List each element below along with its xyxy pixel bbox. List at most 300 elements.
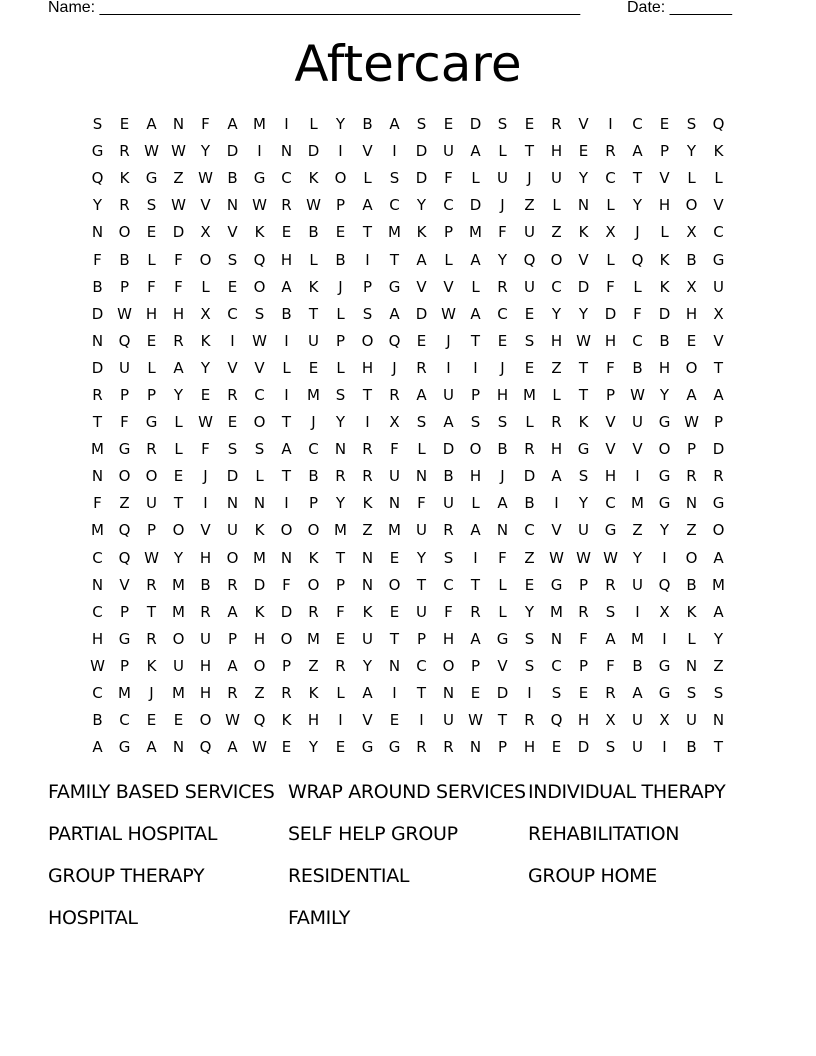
grid-letter[interactable]: C: [443, 575, 454, 594]
grid-letter[interactable]: E: [416, 331, 427, 350]
grid-letter[interactable]: D: [658, 304, 671, 323]
grid-letter[interactable]: A: [146, 738, 157, 757]
grid-letter[interactable]: G: [145, 413, 158, 432]
grid-letter[interactable]: S: [524, 331, 535, 350]
grid-letter[interactable]: Q: [658, 575, 671, 594]
grid-letter[interactable]: K: [362, 602, 373, 621]
grid-letter[interactable]: U: [497, 169, 508, 188]
grid-letter[interactable]: I: [338, 142, 343, 161]
grid-letter[interactable]: H: [550, 142, 563, 161]
grid-letter[interactable]: O: [199, 711, 212, 730]
grid-letter[interactable]: I: [365, 413, 370, 432]
grid-letter[interactable]: T: [362, 223, 373, 242]
grid-letter[interactable]: X: [686, 277, 697, 296]
grid-letter[interactable]: O: [307, 521, 320, 540]
grid-letter[interactable]: E: [524, 304, 535, 323]
grid-letter[interactable]: M: [253, 115, 266, 134]
grid-letter[interactable]: X: [200, 304, 211, 323]
grid-letter[interactable]: G: [388, 277, 401, 296]
grid-letter[interactable]: S: [389, 169, 400, 188]
grid-letter[interactable]: F: [336, 602, 345, 621]
grid-letter[interactable]: Y: [659, 521, 670, 540]
grid-letter[interactable]: H: [307, 711, 320, 730]
grid-letter[interactable]: D: [712, 440, 725, 459]
grid-letter[interactable]: N: [91, 331, 104, 350]
grid-letter[interactable]: S: [146, 196, 157, 215]
grid-letter[interactable]: T: [524, 142, 535, 161]
grid-letter[interactable]: K: [686, 602, 697, 621]
grid-letter[interactable]: L: [498, 142, 507, 161]
grid-letter[interactable]: O: [145, 467, 158, 486]
grid-letter[interactable]: D: [226, 142, 239, 161]
grid-letter[interactable]: R: [551, 413, 562, 432]
grid-letter[interactable]: Z: [551, 223, 562, 242]
grid-letter[interactable]: I: [257, 142, 262, 161]
grid-letter[interactable]: J: [527, 169, 532, 188]
grid-letter[interactable]: R: [281, 196, 292, 215]
grid-letter[interactable]: M: [118, 684, 131, 703]
grid-letter[interactable]: V: [605, 440, 616, 459]
grid-letter[interactable]: G: [118, 629, 131, 648]
grid-letter[interactable]: D: [577, 277, 590, 296]
grid-letter[interactable]: G: [388, 738, 401, 757]
grid-letter[interactable]: B: [119, 250, 130, 269]
grid-letter[interactable]: C: [632, 331, 643, 350]
grid-letter[interactable]: Y: [416, 196, 427, 215]
grid-letter[interactable]: K: [308, 548, 319, 567]
grid-letter[interactable]: F: [498, 548, 507, 567]
grid-letter[interactable]: A: [470, 521, 481, 540]
grid-letter[interactable]: W: [225, 711, 240, 730]
grid-letter[interactable]: C: [389, 196, 400, 215]
grid-letter[interactable]: I: [338, 711, 343, 730]
grid-letter[interactable]: E: [470, 684, 481, 703]
grid-letter[interactable]: Y: [659, 385, 670, 404]
grid-letter[interactable]: U: [524, 223, 535, 242]
grid-letter[interactable]: O: [199, 250, 212, 269]
grid-letter[interactable]: W: [171, 196, 186, 215]
grid-letter[interactable]: S: [227, 440, 238, 459]
grid-letter[interactable]: T: [416, 575, 427, 594]
grid-letter[interactable]: M: [334, 521, 347, 540]
grid-letter[interactable]: K: [578, 413, 589, 432]
grid-letter[interactable]: P: [308, 494, 319, 513]
grid-letter[interactable]: M: [631, 629, 644, 648]
grid-letter[interactable]: F: [201, 115, 210, 134]
grid-letter[interactable]: Z: [713, 656, 724, 675]
grid-letter[interactable]: R: [362, 440, 373, 459]
grid-letter[interactable]: L: [309, 115, 318, 134]
grid-letter[interactable]: G: [712, 250, 725, 269]
grid-letter[interactable]: W: [630, 385, 645, 404]
grid-letter[interactable]: R: [389, 385, 400, 404]
grid-letter[interactable]: Q: [631, 250, 644, 269]
grid-letter[interactable]: F: [606, 656, 615, 675]
grid-letter[interactable]: Y: [632, 196, 643, 215]
grid-letter[interactable]: X: [659, 602, 670, 621]
grid-letter[interactable]: S: [524, 656, 535, 675]
grid-letter[interactable]: T: [578, 385, 589, 404]
grid-letter[interactable]: V: [578, 115, 589, 134]
grid-letter[interactable]: E: [281, 223, 292, 242]
grid-letter[interactable]: N: [334, 440, 347, 459]
grid-letter[interactable]: P: [335, 196, 346, 215]
grid-letter[interactable]: A: [713, 602, 724, 621]
grid-letter[interactable]: N: [415, 467, 428, 486]
grid-letter[interactable]: B: [335, 250, 346, 269]
grid-letter[interactable]: H: [604, 331, 617, 350]
grid-letter[interactable]: P: [578, 575, 589, 594]
grid-letter[interactable]: J: [500, 358, 505, 377]
grid-letter[interactable]: L: [552, 196, 561, 215]
grid-letter[interactable]: R: [227, 684, 238, 703]
grid-letter[interactable]: P: [146, 385, 157, 404]
grid-letter[interactable]: C: [713, 223, 724, 242]
grid-letter[interactable]: R: [119, 196, 130, 215]
grid-letter[interactable]: F: [201, 440, 210, 459]
grid-letter[interactable]: C: [632, 115, 643, 134]
grid-letter[interactable]: P: [119, 277, 130, 296]
grid-letter[interactable]: I: [635, 467, 640, 486]
grid-letter[interactable]: S: [713, 684, 724, 703]
grid-letter[interactable]: O: [658, 440, 671, 459]
grid-letter[interactable]: A: [497, 494, 508, 513]
grid-letter[interactable]: Y: [92, 196, 103, 215]
grid-letter[interactable]: D: [577, 738, 590, 757]
grid-letter[interactable]: U: [119, 358, 130, 377]
grid-letter[interactable]: E: [659, 115, 670, 134]
grid-letter[interactable]: E: [335, 738, 346, 757]
grid-letter[interactable]: H: [523, 738, 536, 757]
grid-letter[interactable]: M: [253, 548, 266, 567]
grid-letter[interactable]: Q: [712, 115, 725, 134]
grid-letter[interactable]: M: [550, 602, 563, 621]
grid-letter[interactable]: X: [200, 223, 211, 242]
grid-letter[interactable]: N: [685, 494, 698, 513]
grid-letter[interactable]: C: [605, 494, 616, 513]
grid-letter[interactable]: A: [389, 304, 400, 323]
grid-letter[interactable]: A: [605, 629, 616, 648]
grid-letter[interactable]: V: [713, 196, 724, 215]
grid-letter[interactable]: U: [227, 521, 238, 540]
grid-letter[interactable]: S: [254, 304, 265, 323]
grid-letter[interactable]: W: [252, 196, 267, 215]
grid-letter[interactable]: P: [713, 413, 724, 432]
grid-letter[interactable]: O: [361, 331, 374, 350]
grid-letter[interactable]: D: [226, 467, 239, 486]
grid-letter[interactable]: U: [173, 656, 184, 675]
grid-letter[interactable]: Q: [388, 331, 401, 350]
grid-letter[interactable]: D: [172, 223, 185, 242]
grid-letter[interactable]: I: [392, 684, 397, 703]
grid-letter[interactable]: E: [524, 575, 535, 594]
grid-letter[interactable]: A: [470, 142, 481, 161]
grid-letter[interactable]: L: [201, 277, 210, 296]
grid-letter[interactable]: P: [362, 277, 373, 296]
grid-letter[interactable]: V: [200, 196, 211, 215]
grid-letter[interactable]: A: [686, 385, 697, 404]
grid-letter[interactable]: E: [578, 142, 589, 161]
grid-letter[interactable]: T: [146, 602, 157, 621]
grid-letter[interactable]: C: [92, 602, 103, 621]
grid-letter[interactable]: J: [203, 467, 208, 486]
grid-letter[interactable]: Z: [254, 684, 265, 703]
grid-letter[interactable]: Z: [308, 656, 319, 675]
grid-letter[interactable]: N: [442, 684, 455, 703]
grid-letter[interactable]: L: [309, 250, 318, 269]
grid-letter[interactable]: N: [280, 548, 293, 567]
grid-letter[interactable]: X: [389, 413, 400, 432]
grid-letter[interactable]: B: [524, 494, 535, 513]
grid-letter[interactable]: J: [149, 684, 154, 703]
grid-letter[interactable]: P: [659, 142, 670, 161]
grid-letter[interactable]: H: [604, 467, 617, 486]
grid-letter[interactable]: N: [361, 548, 374, 567]
grid-letter[interactable]: N: [388, 494, 401, 513]
grid-letter[interactable]: F: [498, 223, 507, 242]
grid-letter[interactable]: E: [146, 711, 157, 730]
grid-letter[interactable]: O: [118, 223, 131, 242]
grid-letter[interactable]: D: [415, 304, 428, 323]
grid-letter[interactable]: L: [525, 413, 534, 432]
grid-letter[interactable]: L: [255, 467, 264, 486]
grid-letter[interactable]: Y: [497, 250, 508, 269]
grid-letter[interactable]: P: [227, 629, 238, 648]
grid-letter[interactable]: E: [686, 331, 697, 350]
grid-letter[interactable]: U: [551, 169, 562, 188]
grid-letter[interactable]: G: [550, 575, 563, 594]
grid-letter[interactable]: R: [416, 738, 427, 757]
grid-letter[interactable]: F: [93, 494, 102, 513]
grid-letter[interactable]: T: [632, 169, 643, 188]
grid-letter[interactable]: O: [280, 629, 293, 648]
grid-letter[interactable]: U: [443, 711, 454, 730]
grid-letter[interactable]: O: [226, 548, 239, 567]
grid-letter[interactable]: K: [308, 684, 319, 703]
grid-letter[interactable]: D: [415, 142, 428, 161]
grid-letter[interactable]: E: [200, 385, 211, 404]
grid-letter[interactable]: I: [284, 331, 289, 350]
grid-letter[interactable]: E: [227, 277, 238, 296]
grid-letter[interactable]: H: [496, 385, 509, 404]
grid-letter[interactable]: L: [606, 250, 615, 269]
grid-letter[interactable]: A: [389, 115, 400, 134]
grid-letter[interactable]: A: [470, 304, 481, 323]
grid-letter[interactable]: E: [227, 413, 238, 432]
grid-letter[interactable]: R: [335, 656, 346, 675]
grid-letter[interactable]: E: [524, 358, 535, 377]
grid-letter[interactable]: O: [712, 521, 725, 540]
grid-letter[interactable]: T: [713, 358, 724, 377]
grid-letter[interactable]: S: [497, 413, 508, 432]
grid-letter[interactable]: R: [227, 575, 238, 594]
grid-letter[interactable]: H: [253, 629, 266, 648]
grid-letter[interactable]: V: [497, 656, 508, 675]
grid-letter[interactable]: S: [362, 304, 373, 323]
grid-letter[interactable]: F: [93, 250, 102, 269]
grid-letter[interactable]: R: [497, 277, 508, 296]
grid-letter[interactable]: T: [416, 684, 427, 703]
grid-letter[interactable]: P: [119, 385, 130, 404]
grid-letter[interactable]: R: [146, 629, 157, 648]
grid-letter[interactable]: P: [335, 331, 346, 350]
grid-letter[interactable]: D: [307, 142, 320, 161]
grid-letter[interactable]: V: [416, 277, 427, 296]
grid-letter[interactable]: E: [389, 711, 400, 730]
grid-letter[interactable]: Q: [91, 169, 104, 188]
grid-letter[interactable]: I: [419, 711, 424, 730]
grid-letter[interactable]: I: [230, 331, 235, 350]
grid-letter[interactable]: Q: [253, 711, 266, 730]
grid-letter[interactable]: U: [146, 494, 157, 513]
grid-letter[interactable]: W: [90, 656, 105, 675]
grid-letter[interactable]: W: [576, 548, 591, 567]
grid-letter[interactable]: N: [361, 575, 374, 594]
grid-letter[interactable]: O: [253, 656, 266, 675]
grid-letter[interactable]: L: [471, 169, 480, 188]
grid-letter[interactable]: Y: [308, 738, 319, 757]
grid-letter[interactable]: S: [443, 548, 454, 567]
grid-letter[interactable]: Y: [713, 629, 724, 648]
grid-letter[interactable]: R: [416, 358, 427, 377]
grid-letter[interactable]: O: [280, 521, 293, 540]
grid-letter[interactable]: R: [200, 602, 211, 621]
grid-letter[interactable]: C: [254, 385, 265, 404]
grid-letter[interactable]: X: [686, 223, 697, 242]
grid-letter[interactable]: O: [172, 521, 185, 540]
grid-letter[interactable]: H: [577, 711, 590, 730]
grid-letter[interactable]: G: [658, 494, 671, 513]
grid-letter[interactable]: R: [443, 521, 454, 540]
grid-letter[interactable]: H: [658, 358, 671, 377]
grid-letter[interactable]: E: [173, 467, 184, 486]
grid-letter[interactable]: Y: [551, 304, 562, 323]
grid-letter[interactable]: U: [308, 331, 319, 350]
grid-letter[interactable]: U: [416, 521, 427, 540]
grid-letter[interactable]: I: [608, 115, 613, 134]
grid-letter[interactable]: M: [712, 575, 725, 594]
grid-letter[interactable]: V: [227, 358, 238, 377]
grid-letter[interactable]: W: [117, 304, 132, 323]
grid-letter[interactable]: R: [605, 142, 616, 161]
grid-letter[interactable]: Z: [551, 358, 562, 377]
grid-letter[interactable]: P: [686, 440, 697, 459]
grid-letter[interactable]: G: [118, 738, 131, 757]
grid-letter[interactable]: P: [443, 223, 454, 242]
grid-letter[interactable]: E: [281, 738, 292, 757]
grid-letter[interactable]: A: [92, 738, 103, 757]
grid-letter[interactable]: T: [470, 575, 481, 594]
grid-letter[interactable]: A: [146, 115, 157, 134]
grid-letter[interactable]: G: [577, 440, 590, 459]
grid-letter[interactable]: H: [469, 467, 482, 486]
grid-letter[interactable]: G: [658, 656, 671, 675]
grid-letter[interactable]: T: [173, 494, 184, 513]
grid-letter[interactable]: C: [308, 440, 319, 459]
grid-letter[interactable]: W: [549, 548, 564, 567]
grid-letter[interactable]: N: [91, 467, 104, 486]
grid-letter[interactable]: B: [659, 331, 670, 350]
grid-letter[interactable]: W: [198, 413, 213, 432]
grid-letter[interactable]: H: [685, 304, 698, 323]
grid-letter[interactable]: P: [119, 656, 130, 675]
grid-letter[interactable]: H: [199, 656, 212, 675]
grid-letter[interactable]: K: [416, 223, 427, 242]
grid-letter[interactable]: B: [632, 358, 643, 377]
grid-letter[interactable]: R: [578, 602, 589, 621]
grid-letter[interactable]: W: [576, 331, 591, 350]
grid-letter[interactable]: O: [550, 250, 563, 269]
grid-letter[interactable]: W: [144, 548, 159, 567]
grid-letter[interactable]: W: [603, 548, 618, 567]
grid-letter[interactable]: E: [146, 331, 157, 350]
grid-letter[interactable]: W: [198, 169, 213, 188]
grid-letter[interactable]: P: [470, 385, 481, 404]
grid-letter[interactable]: S: [335, 385, 346, 404]
grid-letter[interactable]: N: [712, 711, 725, 730]
grid-letter[interactable]: Y: [173, 548, 184, 567]
grid-letter[interactable]: R: [686, 467, 697, 486]
grid-letter[interactable]: F: [120, 413, 129, 432]
grid-letter[interactable]: U: [632, 413, 643, 432]
grid-letter[interactable]: F: [606, 358, 615, 377]
grid-letter[interactable]: U: [632, 738, 643, 757]
grid-letter[interactable]: D: [280, 602, 293, 621]
grid-letter[interactable]: M: [172, 575, 185, 594]
grid-letter[interactable]: Z: [119, 494, 130, 513]
grid-letter[interactable]: P: [335, 575, 346, 594]
grid-letter[interactable]: S: [227, 250, 238, 269]
grid-letter[interactable]: Y: [524, 602, 535, 621]
grid-letter[interactable]: D: [442, 440, 455, 459]
grid-letter[interactable]: D: [604, 304, 617, 323]
grid-letter[interactable]: K: [659, 250, 670, 269]
name-field-label[interactable]: Name: ______________________________________________________: [48, 0, 581, 16]
grid-letter[interactable]: K: [254, 223, 265, 242]
grid-letter[interactable]: K: [146, 656, 157, 675]
grid-letter[interactable]: E: [578, 684, 589, 703]
grid-letter[interactable]: F: [444, 602, 453, 621]
grid-letter[interactable]: I: [284, 494, 289, 513]
grid-letter[interactable]: U: [389, 467, 400, 486]
grid-letter[interactable]: L: [714, 169, 723, 188]
grid-letter[interactable]: K: [659, 277, 670, 296]
grid-letter[interactable]: Q: [523, 250, 536, 269]
grid-letter[interactable]: P: [146, 521, 157, 540]
grid-letter[interactable]: F: [147, 277, 156, 296]
grid-letter[interactable]: S: [92, 115, 103, 134]
grid-letter[interactable]: X: [605, 711, 616, 730]
grid-letter[interactable]: E: [551, 738, 562, 757]
grid-letter[interactable]: K: [119, 169, 130, 188]
grid-letter[interactable]: W: [306, 196, 321, 215]
grid-letter[interactable]: R: [173, 331, 184, 350]
grid-letter[interactable]: G: [604, 521, 617, 540]
grid-letter[interactable]: F: [417, 494, 426, 513]
date-field-label[interactable]: Date: _______: [627, 0, 732, 16]
grid-letter[interactable]: J: [500, 196, 505, 215]
grid-letter[interactable]: L: [282, 358, 291, 377]
grid-letter[interactable]: I: [635, 602, 640, 621]
grid-letter[interactable]: K: [308, 169, 319, 188]
grid-letter[interactable]: S: [254, 440, 265, 459]
grid-letter[interactable]: N: [577, 196, 590, 215]
grid-letter[interactable]: A: [281, 277, 292, 296]
grid-letter[interactable]: C: [416, 656, 427, 675]
grid-letter[interactable]: M: [172, 684, 185, 703]
grid-letter[interactable]: N: [469, 738, 482, 757]
grid-letter[interactable]: P: [578, 656, 589, 675]
